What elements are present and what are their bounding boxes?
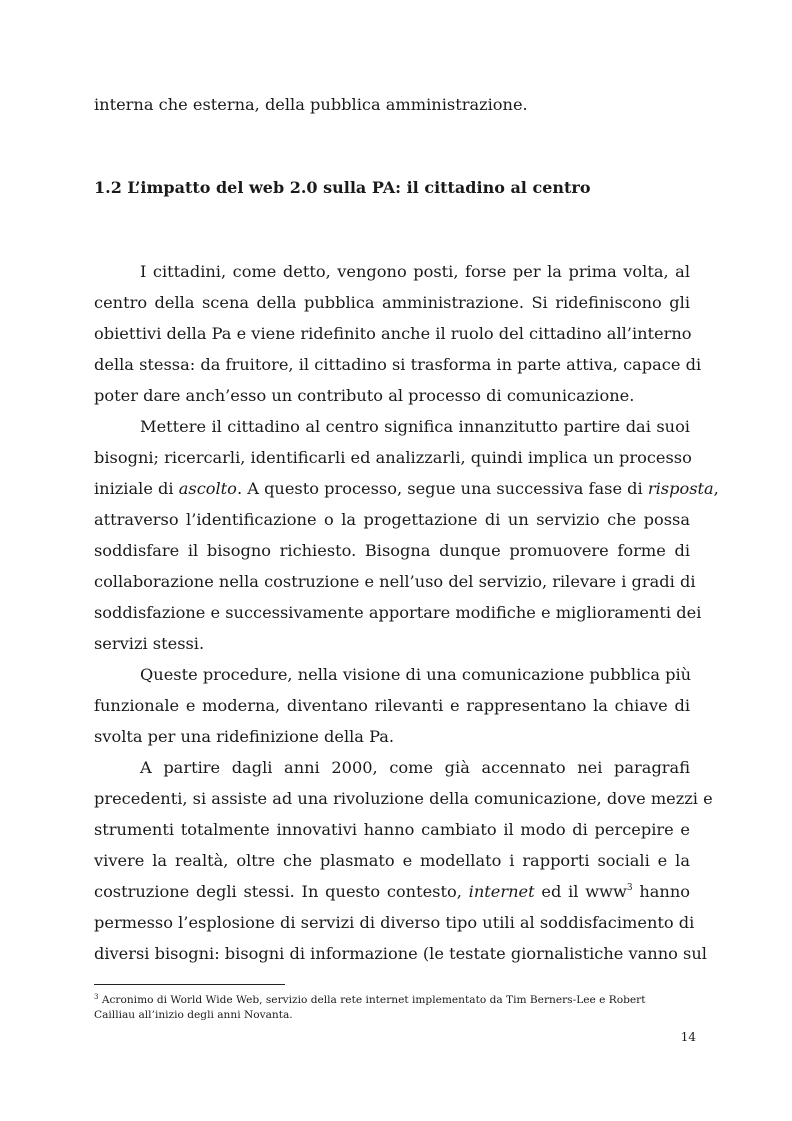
paragraph-line: attraverso l’identificazione o la progettazione di un servizio che possa xyxy=(94,510,690,529)
paragraph-line: precedenti, si assiste ad una rivoluzione della comunicazione, dove mezzi e xyxy=(94,789,713,808)
footnote-separator xyxy=(94,984,285,985)
paragraph-line: permesso l’esplosione di servizi di diverso tipo utili al soddisfacimento di xyxy=(94,913,695,932)
paragraph-line: centro della scena della pubblica amministrazione. Si ridefiniscono gli xyxy=(94,293,690,312)
footnote-line xyxy=(94,993,664,1007)
italic-term-internet: internet xyxy=(468,882,535,901)
footnote-text: Acronimo di World Wide Web, servizio della rete internet implementato da Tim Berners-Lee e Robert xyxy=(98,994,646,1006)
section-heading: 1.2 L’impatto del web 2.0 sulla PA: il cittadino al centro xyxy=(94,178,591,197)
text-run: . A questo processo, segue una successiva fase di xyxy=(236,479,648,498)
text-run: hanno xyxy=(632,882,690,901)
paragraph-line: poter dare anch’esso un contributo al processo di comunicazione. xyxy=(94,386,635,405)
text-run: costruzione degli stessi. In questo contesto, xyxy=(94,882,469,901)
text-run: iniziale di xyxy=(94,479,179,498)
footnote-reference[interactable]: 3 xyxy=(626,883,633,893)
footnote-marker: 3 xyxy=(94,993,99,1001)
paragraph-line: diversi bisogni: bisogni di informazione (le testate giornalistiche vanno sul xyxy=(94,944,707,963)
paragraph-line: della stessa: da fruitore, il cittadino si trasforma in parte attiva, capace di xyxy=(94,355,702,374)
text-run: , xyxy=(713,479,719,498)
page-number: 14 xyxy=(680,1030,696,1044)
paragraph-line: svolta per una ridefinizione della Pa. xyxy=(94,727,395,746)
paragraph-line: Queste procedure, nella visione di una comunicazione pubblica più xyxy=(140,665,692,684)
paragraph-line: A partire dagli anni 2000, come già accennato nei paragrafi xyxy=(140,758,690,777)
paragraph-line: servizi stessi. xyxy=(94,634,205,653)
italic-term-ascolto: ascolto xyxy=(178,479,237,498)
paragraph-line: vivere la realtà, oltre che plasmato e modellato i rapporti sociali e la xyxy=(94,851,690,870)
footnote-line: Cailliau all’inizio degli anni Novanta. xyxy=(94,1009,293,1021)
paragraph-line xyxy=(94,882,690,902)
paragraph-line: Mettere il cittadino al centro significa innanzitutto partire dai suoi xyxy=(140,417,690,436)
italic-term-risposta: risposta xyxy=(647,479,714,498)
paragraph-line: funzionale e moderna, diventano rilevanti e rappresentano la chiave di xyxy=(94,696,690,715)
carry-over-line: interna che esterna, della pubblica amministrazione. xyxy=(94,95,528,114)
paragraph-line: collaborazione nella costruzione e nell’uso del servizio, rilevare i gradi di xyxy=(94,572,696,591)
text-run: ed il www xyxy=(534,882,627,901)
paragraph-line: soddisfare il bisogno richiesto. Bisogna dunque promuovere forme di xyxy=(94,541,690,560)
paragraph-line: soddisfazione e successivamente apportare modifiche e miglioramenti dei xyxy=(94,603,702,622)
paragraph-line: obiettivi della Pa e viene ridefinito anche il ruolo del cittadino all’interno xyxy=(94,324,692,343)
paragraph-line xyxy=(94,479,719,499)
paragraph-line: bisogni; ricercarli, identificarli ed analizzarli, quindi implica un processo xyxy=(94,448,692,467)
paragraph-line: strumenti totalmente innovativi hanno cambiato il modo di percepire e xyxy=(94,820,690,839)
paragraph-line: I cittadini, come detto, vengono posti, forse per la prima volta, al xyxy=(140,262,690,281)
